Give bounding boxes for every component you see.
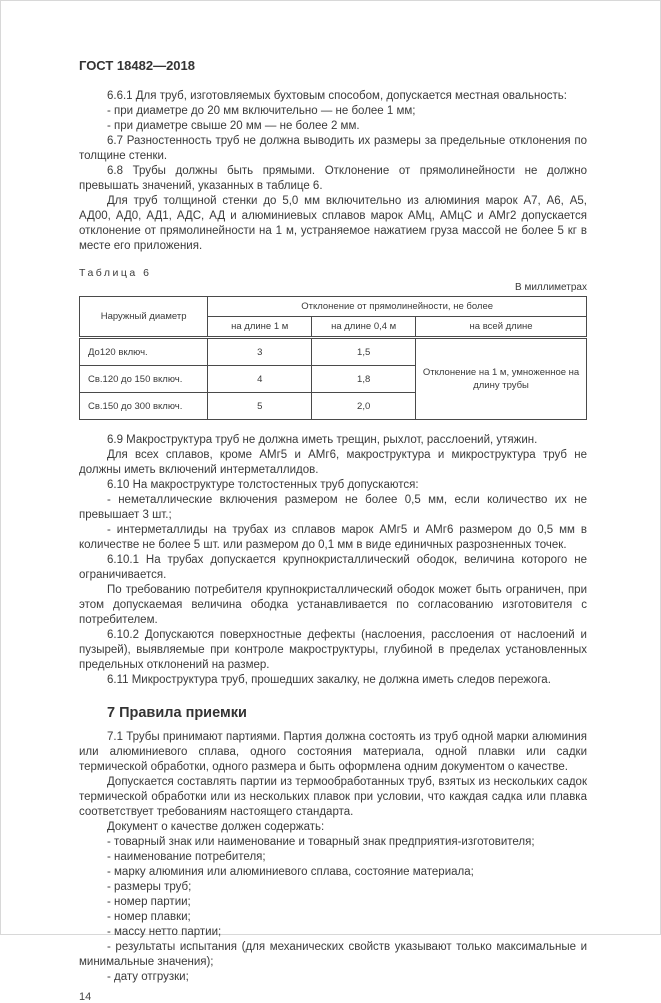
column-header-whole: на всей длине bbox=[416, 317, 587, 338]
table-row bbox=[80, 338, 587, 366]
cell-len1: 5 bbox=[208, 393, 312, 420]
document-title: ГОСТ 18482—2018 bbox=[79, 58, 195, 73]
paragraph-7-1-cont: Допускается составлять партии из термообработанных труб, взятых из нескольких садок термической обработки или из нескольких плавок при условии, что каждая садка или плавка соответствует требованиям настоящего стандарта. bbox=[79, 776, 587, 818]
list-item: - результаты испытания (для механических свойств указывают только максимальные и минимальные значения); bbox=[79, 941, 587, 968]
cell-diameter: Св.120 до 150 включ. bbox=[80, 366, 208, 393]
table-caption-row bbox=[79, 267, 587, 279]
paragraph-6-10-1-cont: По требованию потребителя крупнокристаллический ободок может быть ограничен, при этом допускаемая величина ободка устанавливается по согласованию изготовителя с потребителем. bbox=[79, 584, 587, 626]
paragraph-6-11: 6.11 Микроструктура труб, прошедших закалку, не должна иметь следов пережога. bbox=[107, 674, 551, 686]
cell-len1: 3 bbox=[208, 338, 312, 366]
paragraph-6-7: 6.7 Разностенность труб не должна выводить их размеры за предельные отклонения по толщине стенки. bbox=[79, 135, 587, 162]
cell-whole-length-note: Отклонение на 1 м, умноженное на длину трубы bbox=[416, 338, 587, 420]
paragraph-6-9: 6.9 Макроструктура труб не должна иметь трещин, рыхлот, расслоений, утяжин. bbox=[107, 434, 538, 446]
column-header-len04: на длине 0,4 м bbox=[312, 317, 416, 338]
paragraph-6-8: 6.8 Трубы должны быть прямыми. Отклонение от прямолинейности не должно превышать значений, указанных в таблице 6. bbox=[79, 165, 587, 192]
document-page bbox=[1, 1, 661, 1003]
list-item: - размеры труб; bbox=[107, 881, 192, 893]
list-item: - номер плавки; bbox=[107, 911, 191, 923]
table-header-row-1 bbox=[80, 297, 587, 317]
list-item: - марку алюминия или алюминиевого сплава, состояние материала; bbox=[107, 866, 474, 878]
section-7-heading: 7 Правила приемки bbox=[107, 705, 247, 721]
list-item: - наименование потребителя; bbox=[107, 851, 266, 863]
list-item: - товарный знак или наименование и товарный знак предприятия-изготовителя; bbox=[107, 836, 535, 848]
table-caption: Таблица 6 bbox=[79, 267, 152, 279]
paragraph-7-1: 7.1 Трубы принимают партиями. Партия должна состоять из труб одной марки алюминия или алюминиевого сплава, одного состояния материала, одной плавки или садки термической обработки, одного размера и быть оформлена одним документом о качестве. bbox=[79, 731, 587, 773]
cell-len04: 1,8 bbox=[312, 366, 416, 393]
cell-len04: 2,0 bbox=[312, 393, 416, 420]
list-item: - при диаметре свыше 20 мм — не более 2 мм. bbox=[107, 120, 360, 132]
paragraph-6-10: 6.10 На макроструктуре толстостенных труб допускаются: bbox=[107, 479, 419, 491]
paragraph-doc-quality: Документ о качестве должен содержать: bbox=[107, 821, 325, 833]
column-group-header: Отклонение от прямолинейности, не более bbox=[208, 297, 587, 317]
cell-diameter: Св.150 до 300 включ. bbox=[80, 393, 208, 420]
paragraph-6-8-cont: Для труб толщиной стенки до 5,0 мм включительно из алюминия марок А7, А6, А5, АД00, АД0, АД1, АДС, АД и алюминиевых сплавов марок АМц, АМцС и АМг2 допускается отклонение от прямолинейности на 1 м, устраняемое нажатием груза массой не более 5 кг в месте его приложения. bbox=[79, 195, 587, 252]
table-6 bbox=[79, 296, 587, 420]
paragraph-6-10-1: 6.10.1 На трубах допускается крупнокристаллический ободок, величина которого не ограничивается. bbox=[79, 554, 587, 581]
list-item: - неметаллические включения размером не более 0,5 мм, если количество их не превышает 3 шт.; bbox=[79, 494, 587, 521]
paragraph-6-6-1: 6.6.1 Для труб, изготовляемых бухтовым способом, допускается местная овальность: bbox=[107, 90, 567, 102]
column-header-len1: на длине 1 м bbox=[208, 317, 312, 338]
table-units-note: В миллиметрах bbox=[515, 282, 587, 293]
list-item: - дату отгрузки; bbox=[107, 971, 189, 983]
list-item: - при диаметре до 20 мм включительно — не более 1 мм; bbox=[107, 105, 416, 117]
paragraph-6-10-2: 6.10.2 Допускаются поверхностные дефекты (наслоения, расслоения от наслоений и пузырей), выявляемые при контроле макроструктуры, глубиной в пределах установленных предельных отклонений на размер. bbox=[79, 629, 587, 671]
paragraph-6-9-cont: Для всех сплавов, кроме АМг5 и АМг6, макроструктура и микроструктура труб не должны иметь включений интерметаллидов. bbox=[79, 449, 587, 476]
page-number: 14 bbox=[79, 991, 92, 1003]
cell-len04: 1,5 bbox=[312, 338, 416, 366]
list-item: - номер партии; bbox=[107, 896, 191, 908]
list-item: - массу нетто партии; bbox=[107, 926, 222, 938]
column-header-diameter: Наружный диаметр bbox=[80, 297, 208, 338]
cell-len1: 4 bbox=[208, 366, 312, 393]
cell-diameter: До120 включ. bbox=[80, 338, 208, 366]
list-item: - интерметаллиды на трубах из сплавов марок АМг5 и АМг6 размером до 0,5 мм в количестве не более 5 шт. или размером до 0,1 мм в виде единичных разрозненных точек. bbox=[79, 524, 587, 551]
